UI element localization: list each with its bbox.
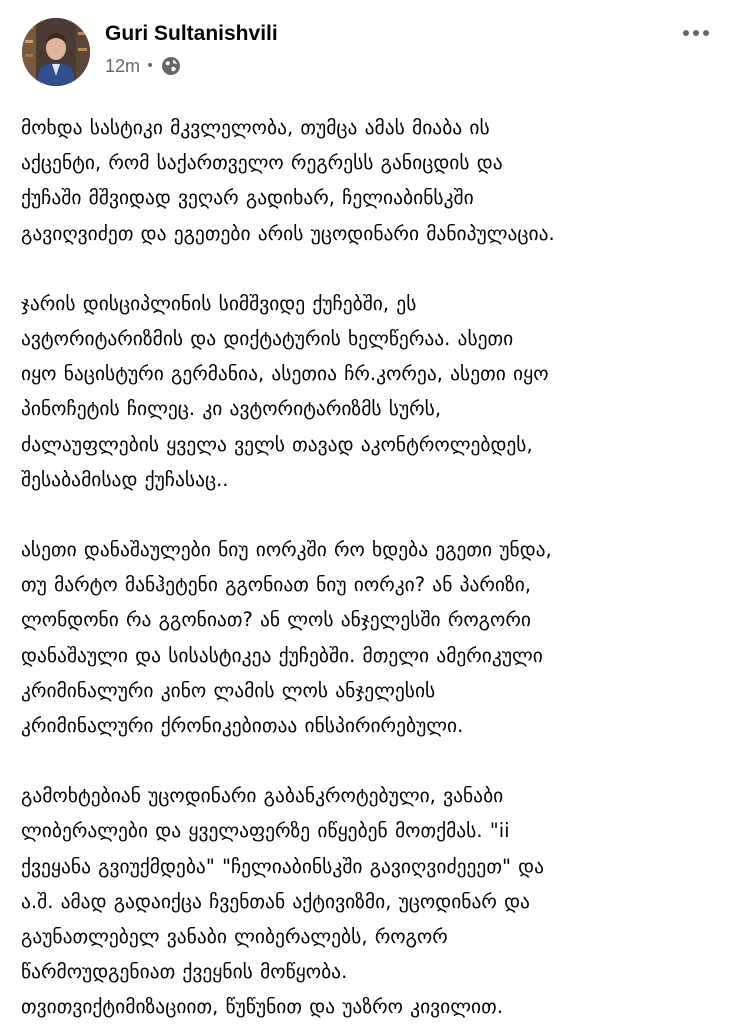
text-line: ძალაუფლების ყველა ველს თავად აკონტროლებდეს,: [21, 432, 533, 456]
more-dot-icon: [683, 30, 689, 36]
text-line: თუ მარტო მანჰეტენი გგონიათ ნიუ იორკი? ან პარიზი,: [21, 573, 532, 597]
text-line: ლიბერალები და ყველაფერზე იწყებენ მოთქმას. "ii: [21, 819, 510, 843]
more-options-button[interactable]: [676, 18, 716, 48]
text-line: ქვეყანა გვიუქმდება" "ჩელიაბინსკში გავიღვიძეეეთ" და: [21, 854, 544, 878]
text-line: გაუნათლებელ ვანაბი ლიბერალებს, როგორ: [21, 925, 448, 949]
post-text: [21, 110, 721, 1024]
text-line: ჯარის დისციპლინის სიმშვიდე ქუჩებში, ეს: [21, 291, 417, 315]
text-line: იყო ნაცისტური გერმანია, ასეთია ჩრ.კორეა, ასეთი იყო: [21, 362, 549, 386]
text-line: კრიმინალური ქრონიკებითაა ინსპირირებული.: [21, 714, 464, 738]
post-paragraph-3: [21, 532, 721, 743]
text-line: დანაშაული და სისასტიკეა ქუჩებში. მთელი ამერიკული: [21, 643, 543, 667]
post-header: [20, 12, 716, 92]
text-line: ა.შ. ამად გადაიქცა ჩვენთან აქტივიზმი, უცოდინარ და: [21, 889, 530, 913]
text-line: ქუჩაში მშვიდად ვეღარ გადიხარ, ჩელიაბინსკში: [21, 186, 474, 210]
more-dot-icon: [693, 30, 699, 36]
text-line: კრიმინალური კინო ლამის ლოს ანჯელესის: [21, 678, 436, 702]
text-line: გავიღვიძეთ და ეგეთები არის უცოდინარი მანიპულაცია.: [21, 221, 555, 245]
text-line: შესაბამისად ქუჩასაც..: [21, 467, 229, 491]
text-line: გამოხტებიან უცოდინარი გაბანკროტებული, ვანაბი: [21, 784, 504, 808]
text-line: მოხდა სასტიკი მკვლელობა, თუმცა ამას მიაბა ის: [21, 116, 490, 139]
text-line: ავტორიტარიზმის და დიქტატურის ხელწერაა. ასეთი: [21, 327, 514, 351]
text-line: წარმოუდგენიათ ქვეყნის მოწყობა.: [21, 960, 348, 984]
post-meta: [105, 54, 181, 78]
meta-separator: •: [146, 58, 155, 74]
post-paragraph-4: [21, 778, 721, 1024]
post-paragraph-2: [21, 286, 721, 497]
text-line: ასეთი დანაშაულები ნიუ იორკში რო ხდება ეგეთი უნდა,: [21, 538, 552, 562]
globe-icon[interactable]: [161, 56, 181, 76]
more-dot-icon: [703, 30, 709, 36]
text-line: პინოჩეტის ჩილეც. კი ავტორიტარიზმს სურს,: [21, 397, 442, 421]
text-line: თვითვიქტიმიზაციით, წუწუნით და უაზრო კივილით.: [21, 995, 503, 1019]
author-avatar[interactable]: [22, 18, 90, 86]
text-line: ლონდონი რა გგონიათ? ან ლოს ანჯელესში როგორი: [21, 608, 531, 632]
avatar-image: [22, 18, 90, 86]
post-paragraph-1: [21, 110, 721, 251]
text-line: აქცენტი, რომ საქართველო რეგრესს განიცდის და: [21, 151, 503, 175]
author-name[interactable]: Guri Sultanishvili: [105, 22, 278, 45]
post-timestamp[interactable]: 12m: [105, 55, 141, 76]
